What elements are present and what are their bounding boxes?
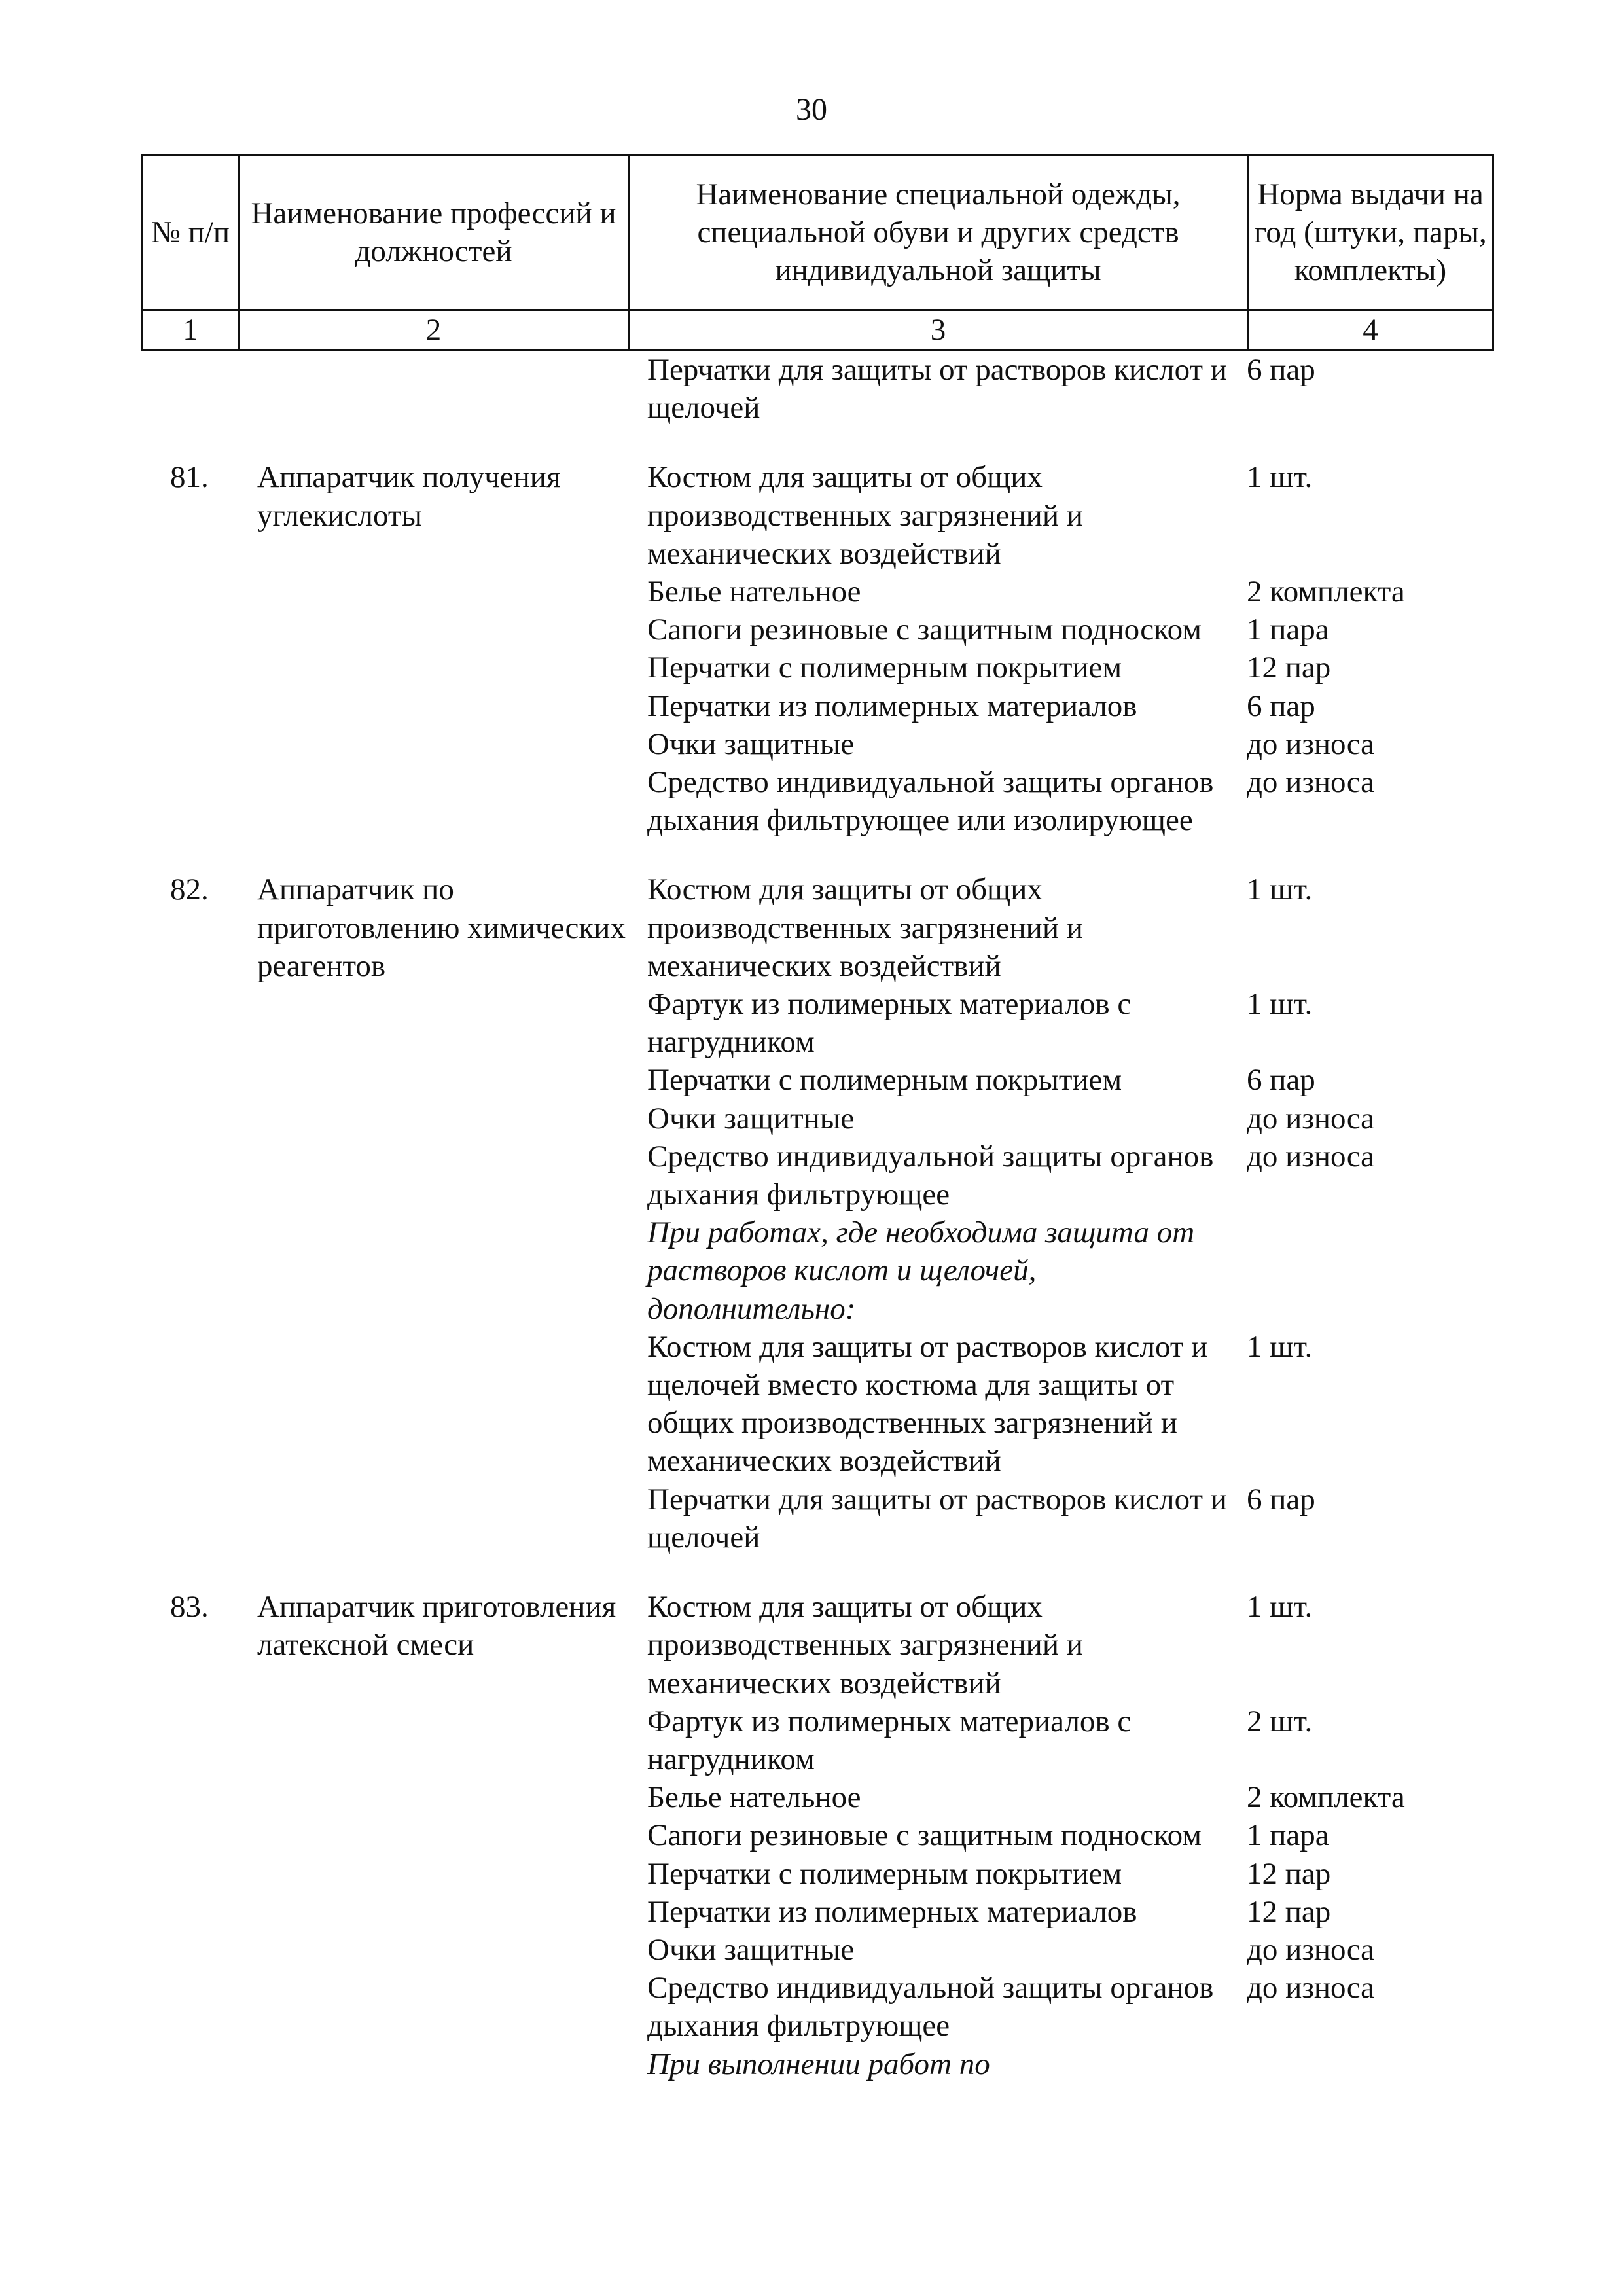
- equipment-name: Костюм для защиты от растворов кислот и щелочей вместо костюма для защиты от общих производственных загрязнений и механических воздействий: [647, 1329, 1208, 1479]
- equipment-name: Сапоги резиновые с защитным подноском: [647, 1818, 1202, 1853]
- condition-note: При выполнении работ по: [647, 2047, 990, 2081]
- empty-cell: [238, 1061, 628, 1099]
- empty-cell: [141, 649, 238, 687]
- empty-cell: [238, 763, 628, 839]
- empty-cell: [238, 1138, 628, 1213]
- empty-cell: [238, 1969, 628, 2045]
- empty-cell: [141, 1855, 238, 1893]
- column-numbers-row: [143, 310, 1493, 350]
- empty-cell: [141, 1480, 238, 1556]
- empty-cell: [141, 763, 238, 839]
- equipment-name: Перчатки для защиты от растворов кислот и щелочей: [647, 353, 1227, 425]
- empty-cell: [141, 985, 238, 1061]
- empty-cell: [238, 1480, 628, 1556]
- table-row: [141, 687, 1492, 725]
- equipment-name: Очки защитные: [647, 1101, 855, 1136]
- issue-norm: 6 пар: [1247, 1482, 1315, 1516]
- header-profession-column: Наименование профессий и должностей: [239, 156, 629, 310]
- table-row: [141, 1138, 1492, 1213]
- empty-cell: [238, 1778, 628, 1816]
- page-number: 30: [796, 92, 827, 127]
- equipment-name: Костюм для защиты от общих производственных загрязнений и механических воздействий: [647, 460, 1083, 571]
- header-equipment-column: Наименование специальной одежды, специальной обуви и других средств индивидуальной защиты: [629, 156, 1248, 310]
- table-row: [141, 725, 1492, 763]
- empty-cell: [238, 1893, 628, 1931]
- equipment-name: Средство индивидуальной защиты органов дыхания фильтрующее: [647, 1139, 1214, 1212]
- empty-cell: [238, 1100, 628, 1138]
- table-row: [141, 1328, 1492, 1480]
- issue-norm: 1 шт.: [1247, 987, 1313, 1022]
- empty-cell: [141, 1061, 238, 1099]
- table-row: [141, 1816, 1492, 1854]
- empty-cell: [141, 725, 238, 763]
- table-header: [141, 154, 1494, 351]
- empty-cell: [238, 1931, 628, 1969]
- empty-cell: [238, 2045, 628, 2083]
- issue-norm: до износа: [1247, 1971, 1374, 2005]
- table-body: [141, 351, 1492, 2083]
- empty-cell: [238, 611, 628, 649]
- issue-norm: 1 пара: [1247, 613, 1329, 647]
- table-row: [141, 763, 1492, 839]
- empty-cell: [238, 1816, 628, 1854]
- header-number-column: № п/п: [143, 156, 239, 310]
- entry-spacer: [141, 1556, 1492, 1588]
- issue-norm: до износа: [1247, 1101, 1374, 1136]
- issue-norm: 6 пар: [1247, 353, 1315, 387]
- spacer-cell: [141, 1556, 1492, 1588]
- equipment-name: Перчатки из полимерных материалов: [647, 1894, 1137, 1929]
- empty-cell: [141, 1328, 238, 1480]
- header-row: [143, 156, 1493, 310]
- empty-cell: [141, 1816, 238, 1854]
- empty-cell: [141, 1778, 238, 1816]
- empty-cell: [238, 985, 628, 1061]
- entry-number: 83.: [170, 1590, 209, 1624]
- table-row: [141, 649, 1492, 687]
- equipment-name: Костюм для защиты от общих производственных загрязнений и механических воздействий: [647, 872, 1083, 983]
- table-row: [141, 1100, 1492, 1138]
- table-row: [141, 1480, 1492, 1556]
- issue-norm: 12 пар: [1247, 1894, 1331, 1929]
- issue-norm: до износа: [1247, 765, 1374, 800]
- table-row: [141, 870, 1492, 985]
- entry-spacer: [141, 839, 1492, 870]
- issue-norm: 6 пар: [1247, 1063, 1315, 1098]
- column-number: 3: [629, 310, 1248, 350]
- table-row: [141, 1893, 1492, 1931]
- issue-norm: 12 пар: [1247, 651, 1331, 685]
- issue-norm: до износа: [1247, 1932, 1374, 1967]
- empty-cell: [141, 1702, 238, 1778]
- equipment-name: Перчатки с полимерным покрытием: [647, 651, 1122, 685]
- entry-number: 81.: [170, 460, 209, 495]
- table-row: [141, 1588, 1492, 1702]
- empty-cell: [141, 1138, 238, 1213]
- empty-cell: [238, 1855, 628, 1893]
- empty-cell: [141, 351, 238, 427]
- empty-cell: [141, 1969, 238, 2045]
- spacer-cell: [141, 839, 1492, 870]
- equipment-name: Перчатки для защиты от растворов кислот и щелочей: [647, 1482, 1227, 1554]
- empty-cell: [141, 1931, 238, 1969]
- condition-note: При работах, где необходима защита от растворов кислот и щелочей, дополнительно:: [647, 1215, 1195, 1326]
- empty-cell: [1247, 1213, 1492, 1328]
- profession-name: Аппаратчик приготовления латексной смеси: [257, 1590, 616, 1662]
- equipment-name: Средство индивидуальной защиты органов дыхания фильтрующее или изолирующее: [647, 765, 1214, 838]
- empty-cell: [1247, 2045, 1492, 2083]
- equipment-name: Фартук из полимерных материалов с нагрудником: [647, 1704, 1132, 1776]
- spacer-cell: [141, 427, 1492, 458]
- empty-cell: [238, 1213, 628, 1328]
- empty-cell: [238, 687, 628, 725]
- table-row: [141, 1213, 1492, 1328]
- table-row: [141, 1855, 1492, 1893]
- issue-norm: 1 шт.: [1247, 1590, 1313, 1624]
- table-row: [141, 1061, 1492, 1099]
- table-row: [141, 458, 1492, 573]
- equipment-name: Очки защитные: [647, 1932, 855, 1967]
- empty-cell: [141, 687, 238, 725]
- table-row: [141, 2045, 1492, 2083]
- table-row: [141, 1931, 1492, 1969]
- empty-cell: [238, 573, 628, 611]
- issue-norm: 2 шт.: [1247, 1704, 1313, 1738]
- equipment-name: Белье нательное: [647, 575, 861, 609]
- issue-norm: 2 комплекта: [1247, 1780, 1405, 1815]
- column-number: 1: [143, 310, 239, 350]
- profession-name: Аппаратчик по приготовлению химических реагентов: [257, 872, 626, 983]
- table-row: [141, 1702, 1492, 1778]
- column-number: 2: [239, 310, 629, 350]
- empty-cell: [141, 1213, 238, 1328]
- column-number: 4: [1248, 310, 1493, 350]
- table-row: [141, 985, 1492, 1061]
- equipment-name: Очки защитные: [647, 726, 855, 761]
- issue-norm: до износа: [1247, 1139, 1374, 1174]
- equipment-name: Перчатки с полимерным покрытием: [647, 1063, 1122, 1098]
- issue-norm: до износа: [1247, 726, 1374, 761]
- equipment-name: Перчатки с полимерным покрытием: [647, 1856, 1122, 1891]
- equipment-name: Средство индивидуальной защиты органов дыхания фильтрующее: [647, 1971, 1214, 2043]
- equipment-name: Фартук из полимерных материалов с нагрудником: [647, 987, 1132, 1060]
- profession-name: Аппаратчик получения углекислоты: [257, 460, 561, 533]
- issue-norm: 1 шт.: [1247, 1329, 1313, 1364]
- empty-cell: [238, 725, 628, 763]
- empty-cell: [141, 2045, 238, 2083]
- empty-cell: [238, 1702, 628, 1778]
- entry-spacer: [141, 427, 1492, 458]
- table-row: [141, 1778, 1492, 1816]
- equipment-name: Белье нательное: [647, 1780, 861, 1815]
- entry-number: 82.: [170, 872, 209, 907]
- equipment-name: Перчатки из полимерных материалов: [647, 689, 1137, 723]
- equipment-table: [141, 351, 1492, 2083]
- issue-norm: 1 шт.: [1247, 872, 1313, 907]
- empty-cell: [141, 1893, 238, 1931]
- table-row: [141, 611, 1492, 649]
- empty-cell: [141, 1100, 238, 1138]
- empty-cell: [238, 1328, 628, 1480]
- equipment-name: Сапоги резиновые с защитным подноском: [647, 613, 1202, 647]
- issue-norm: 2 комплекта: [1247, 575, 1405, 609]
- empty-cell: [238, 649, 628, 687]
- header-norm-column: Норма выдачи на год (штуки, пары, комплекты): [1248, 156, 1493, 310]
- issue-norm: 12 пар: [1247, 1856, 1331, 1891]
- table-row: [141, 573, 1492, 611]
- equipment-name: Костюм для защиты от общих производственных загрязнений и механических воздействий: [647, 1590, 1083, 1700]
- issue-norm: 1 пара: [1247, 1818, 1329, 1853]
- table-row: [141, 1969, 1492, 2045]
- empty-cell: [141, 573, 238, 611]
- issue-norm: 6 пар: [1247, 689, 1315, 723]
- empty-cell: [238, 351, 628, 427]
- empty-cell: [141, 611, 238, 649]
- issue-norm: 1 шт.: [1247, 460, 1313, 495]
- table-row: [141, 351, 1492, 427]
